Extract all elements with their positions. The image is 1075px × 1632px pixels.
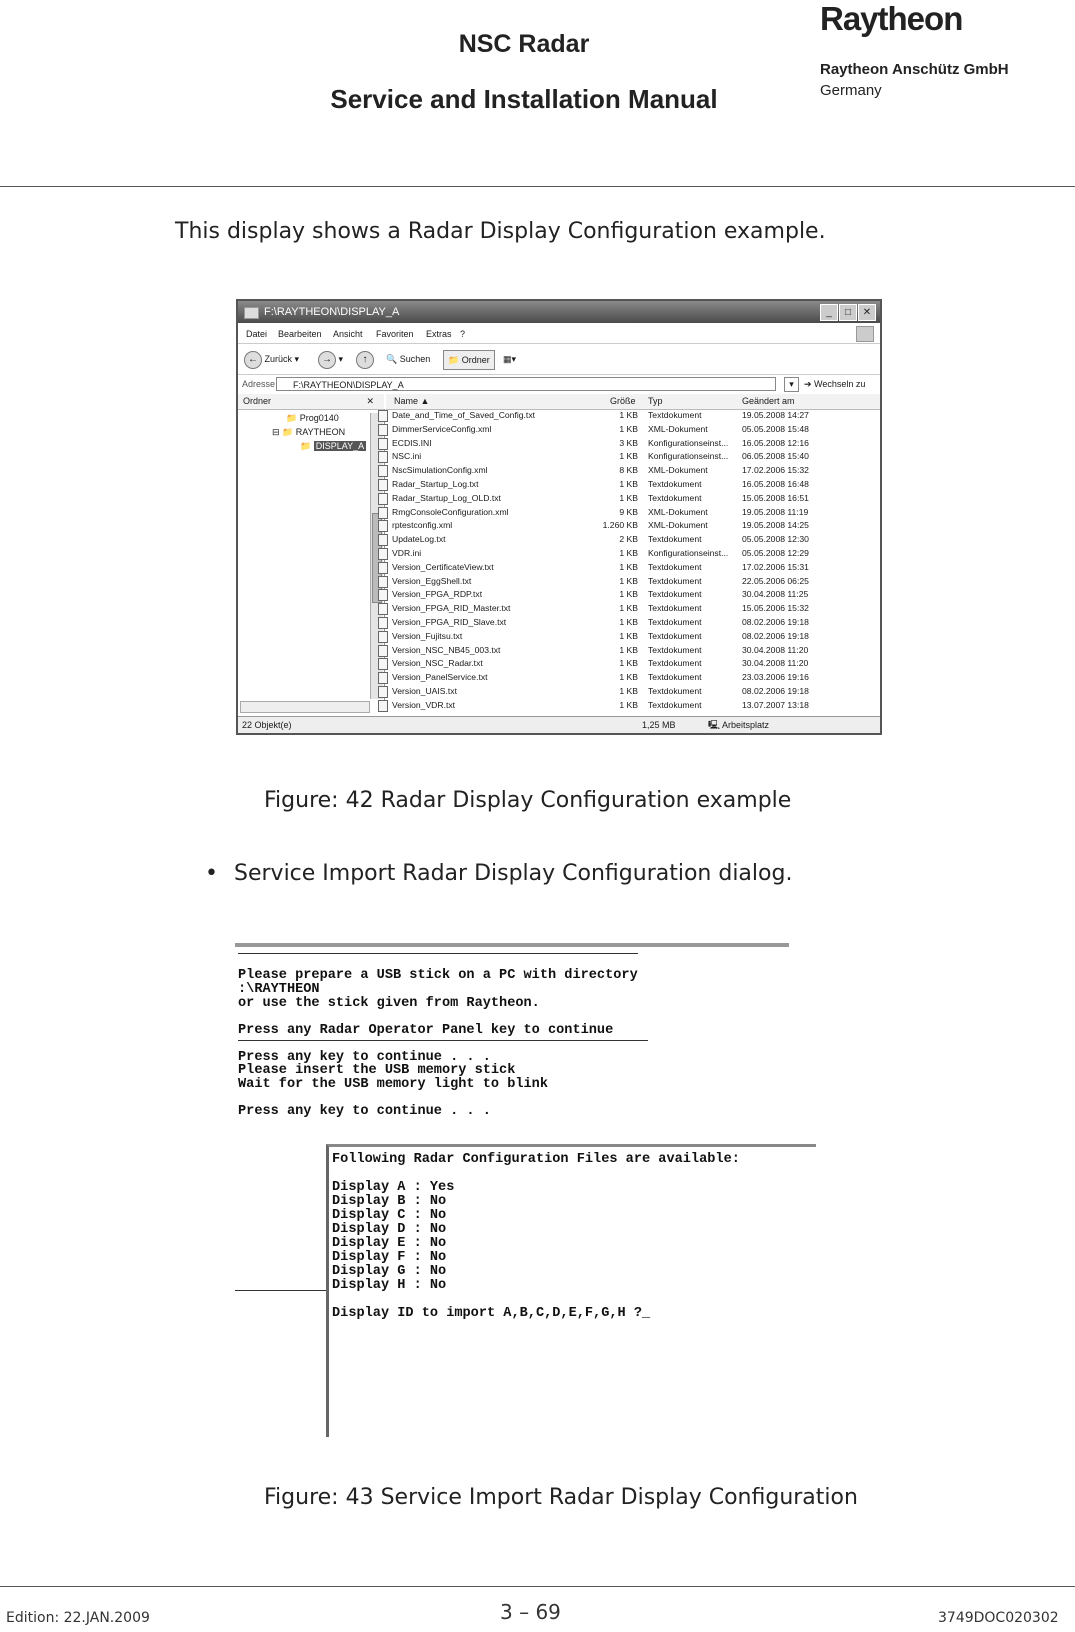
file-size: 1 KB bbox=[619, 561, 638, 572]
explorer-window-figure bbox=[236, 299, 882, 735]
console-line: Display G : No bbox=[332, 1264, 447, 1279]
file-type: XML-Dokument bbox=[648, 506, 708, 517]
file-icon bbox=[378, 507, 388, 519]
file-type: Textdokument bbox=[648, 492, 702, 503]
console-line: Display E : No bbox=[332, 1236, 447, 1251]
console-line: :\RAYTHEON bbox=[238, 982, 320, 997]
console-separator bbox=[238, 953, 638, 954]
column-header-name[interactable]: Name ▲ bbox=[394, 396, 430, 406]
up-folder-button[interactable] bbox=[356, 350, 374, 368]
tree-hscrollbar[interactable] bbox=[240, 701, 370, 713]
file-row[interactable] bbox=[386, 671, 876, 685]
column-header-modified[interactable]: Geändert am bbox=[742, 396, 795, 406]
file-icon bbox=[378, 589, 388, 601]
file-icon bbox=[378, 548, 388, 560]
file-size: 1 KB bbox=[619, 492, 638, 503]
footer-doc-number: 3749DOC020302 bbox=[938, 1610, 1059, 1626]
file-icon bbox=[378, 617, 388, 629]
file-row[interactable] bbox=[386, 409, 876, 423]
file-type: Textdokument bbox=[648, 672, 702, 683]
file-modified: 05.05.2008 12:29 bbox=[742, 547, 809, 558]
file-size: 9 KB bbox=[619, 506, 638, 517]
file-icon bbox=[378, 686, 388, 698]
folders-icon: 📁 bbox=[448, 355, 460, 365]
address-dropdown-icon[interactable]: ▾ bbox=[784, 377, 799, 392]
header-divider bbox=[0, 186, 1075, 187]
footer-edition: Edition: 22.JAN.2009 bbox=[6, 1610, 150, 1626]
file-name: Version_CertificateView.txt bbox=[392, 561, 494, 572]
file-icon bbox=[378, 645, 388, 657]
file-size: 1 KB bbox=[619, 630, 638, 641]
file-modified: 30.04.2008 11:25 bbox=[742, 589, 809, 600]
views-button[interactable]: ▦▾ bbox=[503, 354, 517, 364]
file-size: 1 KB bbox=[619, 672, 638, 683]
search-button[interactable] bbox=[386, 350, 430, 368]
file-size: 1 KB bbox=[619, 658, 638, 669]
file-name: Radar_Startup_Log.txt bbox=[392, 478, 479, 489]
file-size: 2 KB bbox=[619, 534, 638, 545]
folders-label: Ordner bbox=[461, 355, 490, 365]
up-folder-icon: ↑ bbox=[356, 351, 374, 369]
file-name: Version_UAIS.txt bbox=[392, 685, 457, 696]
column-header-size[interactable]: Größe bbox=[610, 396, 636, 406]
file-modified: 05.05.2008 12:30 bbox=[742, 534, 809, 545]
file-modified: 16.05.2008 12:16 bbox=[742, 437, 809, 448]
file-icon bbox=[378, 451, 388, 463]
intro-paragraph: This display shows a Radar Display Configuration example. bbox=[175, 219, 826, 244]
tree-item-prog0140[interactable]: 📁 Prog0140 bbox=[286, 413, 339, 423]
file-type: Textdokument bbox=[648, 685, 702, 696]
file-modified: 08.02.2006 19:18 bbox=[742, 685, 809, 696]
close-icon[interactable]: ✕ bbox=[858, 304, 876, 321]
file-modified: 13.07.2007 13:18 bbox=[742, 699, 809, 710]
file-row[interactable] bbox=[386, 561, 876, 575]
file-row[interactable] bbox=[386, 657, 876, 671]
file-modified: 19.05.2008 14:25 bbox=[742, 520, 809, 531]
file-row[interactable] bbox=[386, 450, 876, 464]
file-row[interactable] bbox=[386, 644, 876, 658]
tree-label: Prog0140 bbox=[299, 413, 339, 423]
file-list bbox=[386, 409, 876, 713]
back-arrow-icon: ← bbox=[244, 351, 262, 369]
console-line: Following Radar Configuration Files are available: bbox=[332, 1152, 740, 1167]
forward-button[interactable]: → ▾ bbox=[318, 350, 343, 368]
status-location bbox=[708, 717, 769, 733]
maximize-icon[interactable]: □ bbox=[839, 304, 857, 321]
console-line: or use the stick given from Raytheon. bbox=[238, 996, 540, 1011]
tree-item-raytheon[interactable]: ⊟ 📁 RAYTHEON bbox=[272, 427, 346, 437]
file-modified: 19.05.2008 11:19 bbox=[742, 506, 809, 517]
file-name: Version_NSC_Radar.txt bbox=[392, 658, 483, 669]
file-type: Konfigurationseinst... bbox=[648, 451, 729, 462]
windows-flag-icon bbox=[856, 326, 874, 342]
file-name: NscSimulationConfig.xml bbox=[392, 465, 488, 476]
bullet-item: Service Import Radar Display Configuration dialog. bbox=[234, 861, 793, 886]
file-type: Konfigurationseinst... bbox=[648, 437, 729, 448]
file-type: Textdokument bbox=[648, 603, 702, 614]
window-titlebar bbox=[238, 301, 880, 323]
console-line: Press any Radar Operator Panel key to continue bbox=[238, 1023, 614, 1038]
search-label: Suchen bbox=[399, 354, 431, 364]
file-name: NSC.ini bbox=[392, 451, 422, 462]
file-size: 1 KB bbox=[619, 451, 638, 462]
file-row[interactable] bbox=[386, 685, 876, 699]
file-modified: 17.02.2006 15:31 bbox=[742, 561, 809, 572]
raytheon-logo: Raytheon bbox=[820, 0, 963, 37]
file-type: XML-Dokument bbox=[648, 465, 708, 476]
file-type: Textdokument bbox=[648, 589, 702, 600]
file-name: DimmerServiceConfig.xml bbox=[392, 423, 492, 434]
file-type: Textdokument bbox=[648, 478, 702, 489]
back-label: Zurück bbox=[264, 354, 293, 364]
file-row[interactable] bbox=[386, 630, 876, 644]
document-subtitle: Service and Installation Manual bbox=[330, 84, 718, 114]
file-type: Textdokument bbox=[648, 410, 702, 420]
computer-icon: 🖳 bbox=[708, 720, 721, 730]
bullet-icon: • bbox=[205, 861, 218, 886]
company-name: Raytheon Anschütz GmbH bbox=[820, 61, 1009, 78]
file-size: 3 KB bbox=[619, 437, 638, 448]
file-modified: 08.02.2006 19:18 bbox=[742, 630, 809, 641]
figure-43-caption: Figure: 43 Service Import Radar Display Configuration bbox=[264, 1485, 858, 1510]
file-type: Textdokument bbox=[648, 644, 702, 655]
console-line: Please prepare a USB stick on a PC with directory bbox=[238, 968, 638, 983]
window-title: F:\RAYTHEON\DISPLAY_A bbox=[264, 306, 400, 318]
file-modified: 22.05.2006 06:25 bbox=[742, 575, 809, 586]
file-row[interactable] bbox=[386, 506, 876, 520]
file-size: 1 KB bbox=[619, 575, 638, 586]
file-modified: 06.05.2008 15:40 bbox=[742, 451, 809, 462]
file-icon bbox=[378, 410, 388, 422]
company-country: Germany bbox=[820, 82, 882, 99]
status-bar bbox=[238, 716, 880, 733]
console-line: Please insert the USB memory stick bbox=[238, 1063, 516, 1078]
console-line: Display D : No bbox=[332, 1222, 447, 1237]
file-size: 8 KB bbox=[619, 465, 638, 476]
menu-item-datei[interactable]: Datei bbox=[246, 329, 268, 339]
file-size: 1 KB bbox=[619, 603, 638, 614]
file-size: 1.260 KB bbox=[602, 520, 638, 531]
file-type: XML-Dokument bbox=[648, 423, 708, 434]
file-modified: 30.04.2008 11:20 bbox=[742, 644, 809, 655]
console-line: Display B : No bbox=[332, 1194, 447, 1209]
footer-divider bbox=[0, 1586, 1075, 1587]
file-row[interactable] bbox=[386, 492, 876, 506]
file-size: 1 KB bbox=[619, 685, 638, 696]
file-type: Textdokument bbox=[648, 630, 702, 641]
file-modified: 23.03.2006 19:16 bbox=[742, 672, 809, 683]
file-modified: 17.02.2006 15:32 bbox=[742, 465, 809, 476]
file-size: 1 KB bbox=[619, 616, 638, 627]
menu-bar bbox=[238, 325, 880, 344]
close-pane-icon[interactable]: ✕ bbox=[366, 396, 374, 406]
file-list-header bbox=[386, 394, 880, 410]
file-icon bbox=[378, 562, 388, 574]
file-modified: 16.05.2008 16:48 bbox=[742, 478, 809, 489]
footer-page-number: 3 – 69 bbox=[500, 1600, 561, 1624]
console-line: Wait for the USB memory light to blink bbox=[238, 1077, 548, 1092]
menu-item-ansicht[interactable]: Ansicht bbox=[333, 329, 363, 339]
status-object-count: 22 Objekt(e) bbox=[242, 720, 292, 730]
back-button[interactable]: ← Zurück ▾ bbox=[244, 350, 299, 368]
go-label: Wechseln zu bbox=[814, 379, 866, 389]
file-modified: 08.02.2006 19:18 bbox=[742, 616, 809, 627]
menu-item-extras[interactable]: Extras bbox=[426, 329, 452, 339]
file-icon bbox=[378, 520, 388, 532]
file-name: Radar_Startup_Log_OLD.txt bbox=[392, 492, 501, 503]
file-icon bbox=[378, 672, 388, 684]
file-icon bbox=[378, 424, 388, 436]
file-row[interactable] bbox=[386, 519, 876, 533]
tree-label: RAYTHEON bbox=[295, 427, 346, 437]
console-line: Display F : No bbox=[332, 1250, 447, 1265]
file-name: Version_FPGA_RDP.txt bbox=[392, 589, 483, 600]
file-modified: 30.04.2008 11:20 bbox=[742, 658, 809, 669]
folder-icon bbox=[244, 307, 259, 319]
console-prompt: Display ID to import A,B,C,D,E,F,G,H ?_ bbox=[332, 1306, 651, 1321]
file-name: Version_NSC_NB45_003.txt bbox=[392, 644, 501, 655]
menu-item-favoriten[interactable]: Favoriten bbox=[376, 329, 414, 339]
file-name: UpdateLog.txt bbox=[392, 534, 446, 545]
status-location-label: Arbeitsplatz bbox=[722, 720, 770, 730]
folder-pane-title: Ordner bbox=[243, 396, 272, 406]
file-name: Version_EggShell.txt bbox=[392, 575, 472, 586]
console-window-2 bbox=[326, 1144, 816, 1437]
file-icon bbox=[378, 631, 388, 643]
file-row[interactable] bbox=[386, 616, 876, 630]
console-line: Press any key to continue . . . bbox=[238, 1050, 491, 1065]
document-title: NSC Radar bbox=[458, 30, 590, 58]
file-row[interactable] bbox=[386, 575, 876, 589]
file-row[interactable] bbox=[386, 437, 876, 451]
figure-42-caption: Figure: 42 Radar Display Configuration example bbox=[264, 788, 792, 813]
file-icon bbox=[378, 603, 388, 615]
file-name: Version_FPGA_RID_Slave.txt bbox=[392, 616, 507, 627]
file-type: Textdokument bbox=[648, 575, 702, 586]
file-name: rptestconfig.xml bbox=[392, 520, 453, 531]
file-type: Textdokument bbox=[648, 699, 702, 710]
file-row[interactable] bbox=[386, 699, 876, 713]
folder-tree bbox=[238, 409, 385, 709]
folder-pane-header bbox=[238, 394, 384, 410]
file-row[interactable] bbox=[386, 533, 876, 547]
console-line: Display A : Yes bbox=[332, 1180, 455, 1195]
file-modified: 19.05.2008 14:27 bbox=[742, 410, 809, 420]
file-type: Konfigurationseinst... bbox=[648, 547, 729, 558]
file-row[interactable] bbox=[386, 602, 876, 616]
search-icon: 🔍 bbox=[386, 354, 398, 364]
file-type: Textdokument bbox=[648, 561, 702, 572]
tree-item-display-a[interactable]: 📁 DISPLAY_A bbox=[300, 441, 365, 451]
file-icon bbox=[378, 493, 388, 505]
file-icon bbox=[378, 534, 388, 546]
address-input[interactable]: F:\RAYTHEON\DISPLAY_A bbox=[276, 377, 776, 391]
console-frame-edge bbox=[235, 1290, 327, 1291]
folders-button[interactable] bbox=[443, 350, 495, 370]
file-name: Version_PanelService.txt bbox=[392, 672, 488, 683]
menu-item-bearbeiten[interactable]: Bearbeiten bbox=[278, 329, 322, 339]
tree-label-selected: DISPLAY_A bbox=[315, 441, 365, 451]
file-row[interactable] bbox=[386, 464, 876, 478]
file-name: ECDIS.INI bbox=[392, 437, 432, 448]
file-name: RmgConsoleConfiguration.xml bbox=[392, 506, 509, 517]
file-size: 1 KB bbox=[619, 547, 638, 558]
views-icon: ▦ bbox=[503, 354, 512, 364]
file-row[interactable] bbox=[386, 588, 876, 602]
file-size: 1 KB bbox=[619, 410, 638, 420]
file-type: Textdokument bbox=[648, 616, 702, 627]
console-line: Display H : No bbox=[332, 1278, 447, 1293]
file-size: 1 KB bbox=[619, 699, 638, 710]
column-header-type[interactable]: Typ bbox=[648, 396, 663, 406]
file-icon bbox=[378, 576, 388, 588]
file-name: Version_VDR.txt bbox=[392, 699, 456, 710]
file-row[interactable] bbox=[386, 478, 876, 492]
file-modified: 05.05.2008 15:48 bbox=[742, 423, 809, 434]
file-modified: 15.05.2006 15:32 bbox=[742, 603, 809, 614]
address-bar bbox=[238, 376, 880, 394]
file-size: 1 KB bbox=[619, 478, 638, 489]
file-name: Date_and_Time_of_Saved_Config.txt bbox=[392, 410, 536, 420]
file-modified: 15.05.2008 16:51 bbox=[742, 492, 809, 503]
file-size: 1 KB bbox=[619, 589, 638, 600]
file-row[interactable] bbox=[386, 423, 876, 437]
column-name-label: Name bbox=[394, 396, 419, 406]
status-size: 1,25 MB bbox=[642, 720, 676, 730]
file-icon bbox=[378, 479, 388, 491]
console-line: Display C : No bbox=[332, 1208, 447, 1223]
file-icon bbox=[378, 438, 388, 450]
menu-item-help[interactable]: ? bbox=[460, 329, 466, 339]
file-size: 1 KB bbox=[619, 644, 638, 655]
minimize-icon[interactable]: _ bbox=[820, 304, 838, 321]
file-type: Textdokument bbox=[648, 658, 702, 669]
file-name: VDR.ini bbox=[392, 547, 422, 558]
file-type: Textdokument bbox=[648, 534, 702, 545]
toolbar bbox=[238, 344, 880, 375]
console-separator bbox=[238, 1040, 648, 1041]
console-line: Press any key to continue . . . bbox=[238, 1104, 491, 1119]
address-label: Adresse bbox=[242, 379, 276, 389]
file-name: Version_FPGA_RID_Master.txt bbox=[392, 603, 511, 614]
file-icon bbox=[378, 700, 388, 712]
file-name: Version_Fujitsu.txt bbox=[392, 630, 463, 641]
file-type: XML-Dokument bbox=[648, 520, 708, 531]
file-icon bbox=[378, 465, 388, 477]
forward-arrow-icon: → bbox=[318, 351, 336, 369]
file-row[interactable] bbox=[386, 547, 876, 561]
go-button[interactable]: ➔ Wechseln zu bbox=[804, 379, 866, 389]
file-size: 1 KB bbox=[619, 423, 638, 434]
file-icon bbox=[378, 658, 388, 670]
